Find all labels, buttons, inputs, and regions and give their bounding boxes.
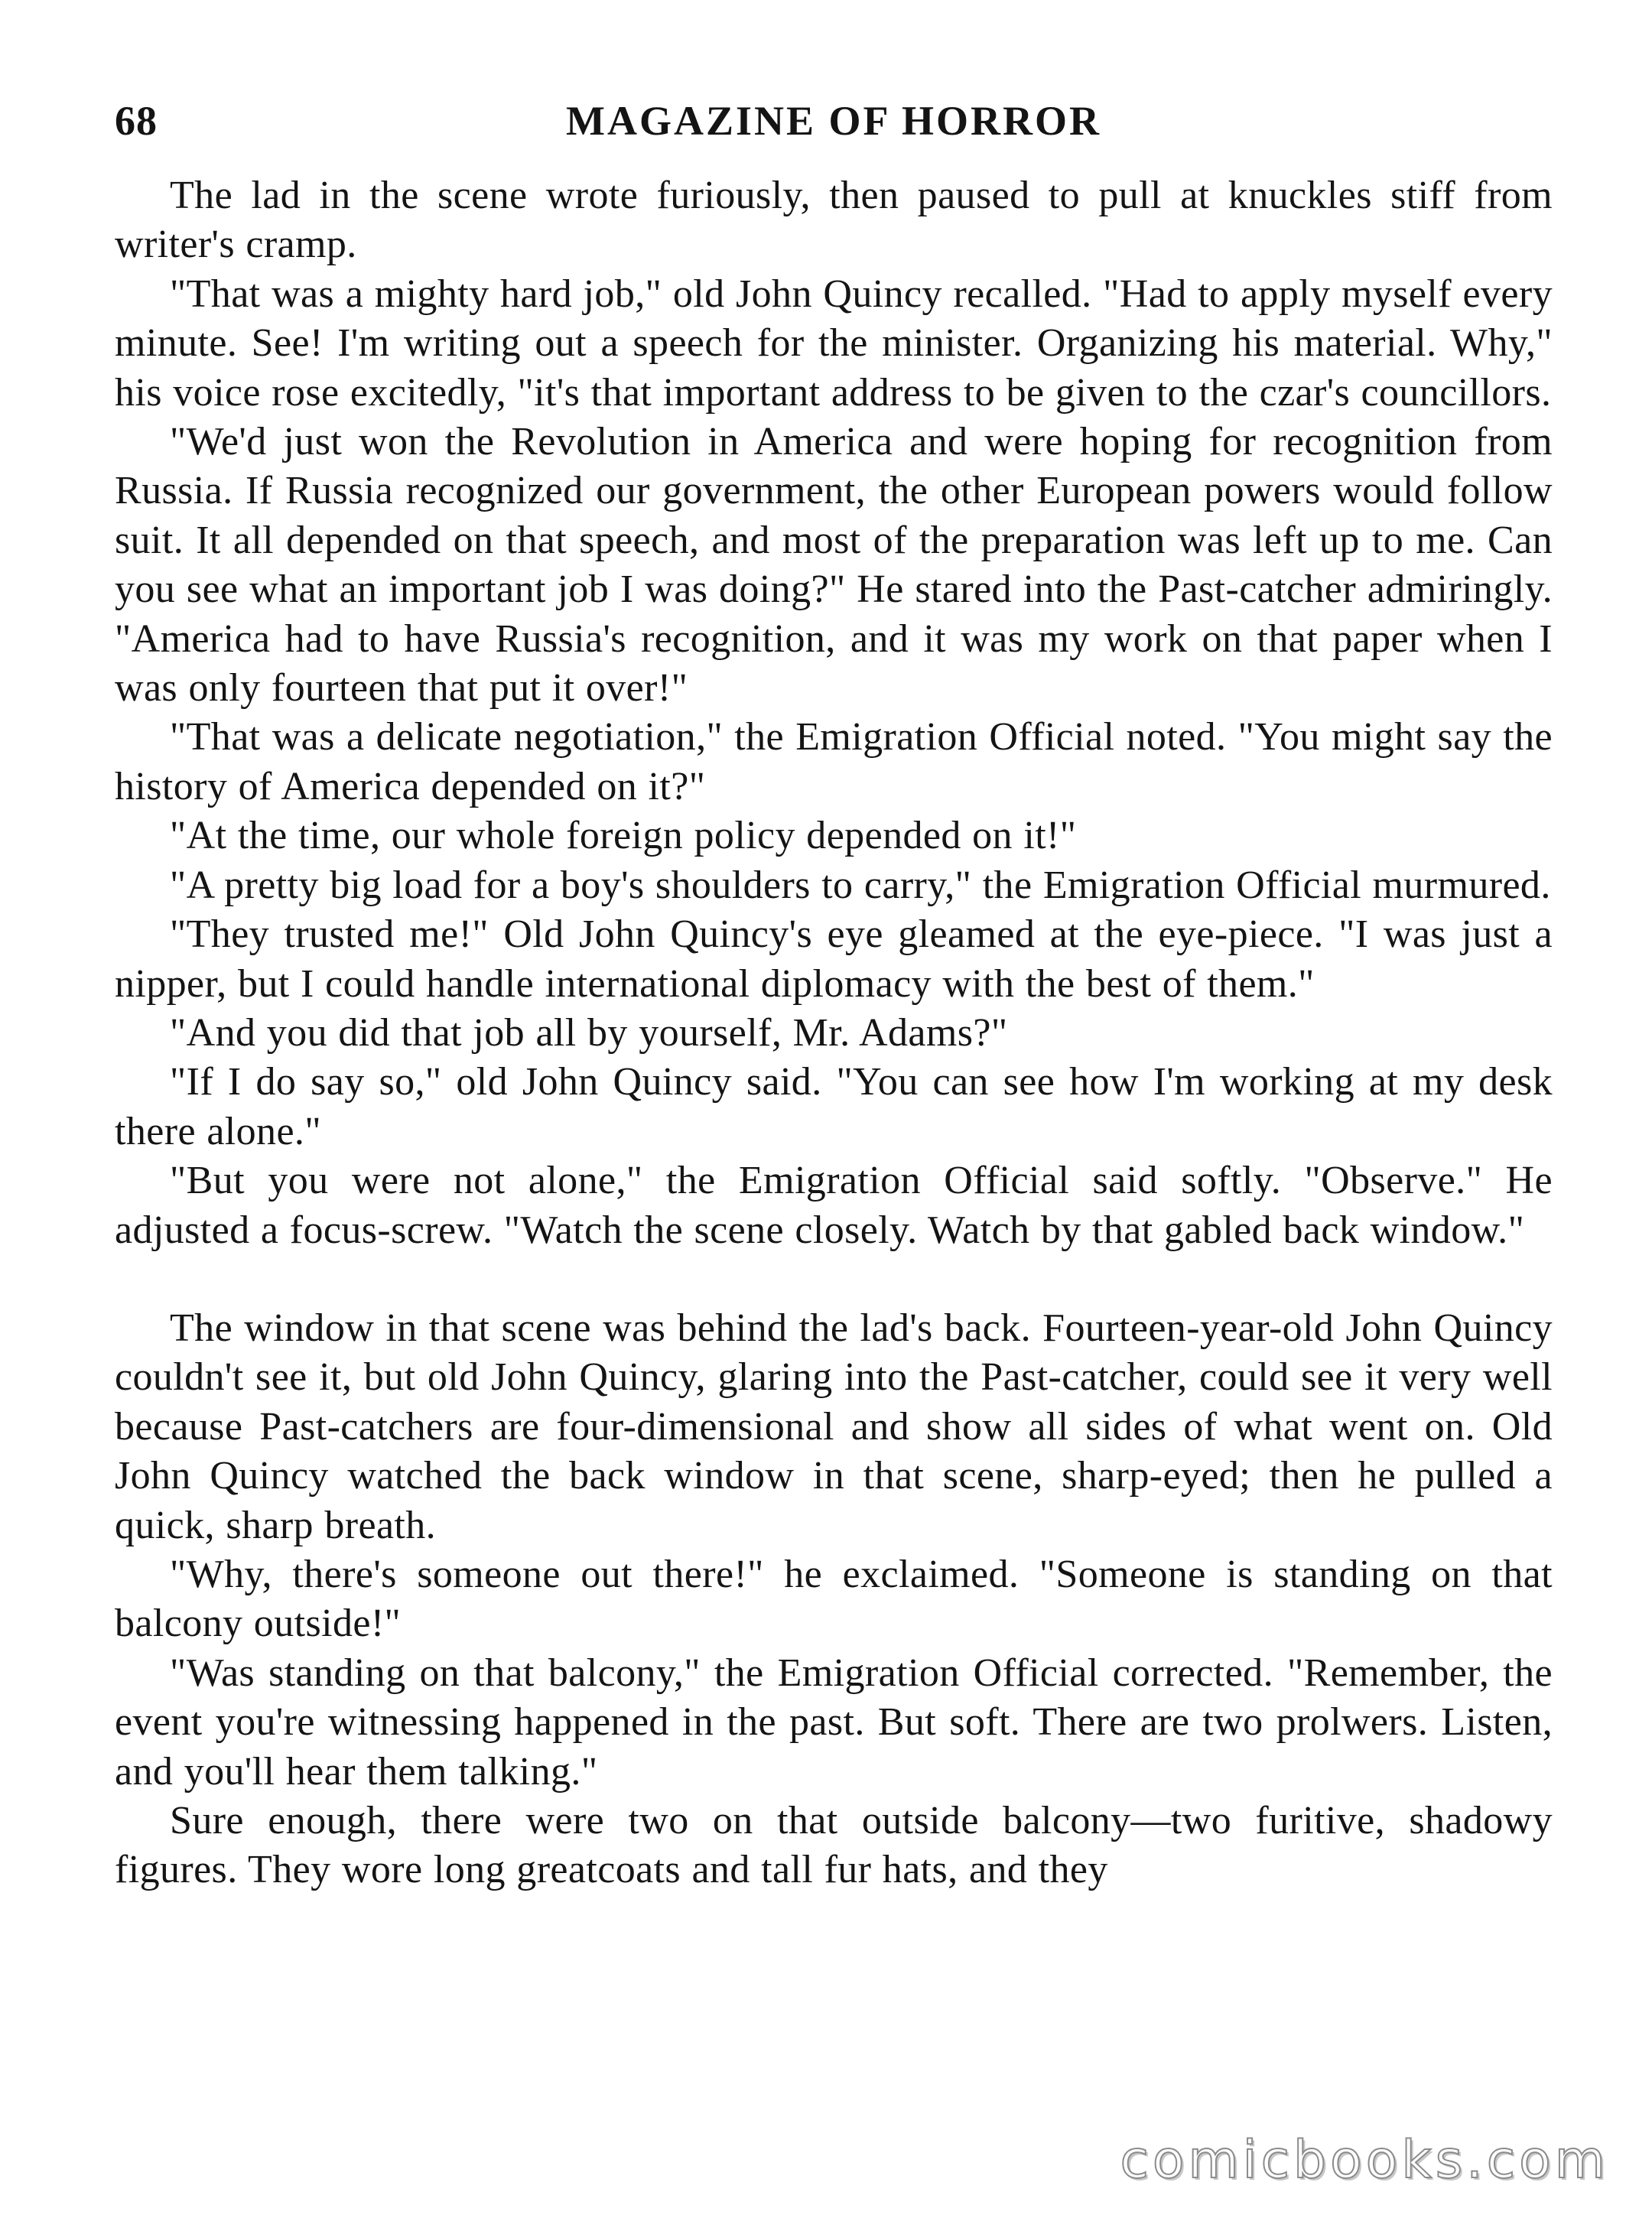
page-body — [115, 171, 1553, 1895]
paragraph: "Was standing on that balcony," the Emigration Official corrected. "Remember, the event you're witnessing happened in the past. But soft. There are two prolwers. Listen, and you'll hear them talking." — [115, 1650, 1553, 1794]
paragraph: "They trusted me!" Old John Quincy's eye gleamed at the eye-piece. "I was just a nipper, but I could handle international diplomacy with the best of them." — [115, 912, 1553, 1006]
paragraph: "But you were not alone," the Emigration Official said softly. "Observe." He adjusted a focus-screw. "Watch the scene closely. Watch by that gabled back window." — [115, 1159, 1553, 1252]
watermark: comicbooks.com — [1120, 2130, 1609, 2190]
page-number: 68 — [115, 98, 158, 144]
paragraph: The window in that scene was behind the lad's back. Fourteen-year-old John Quincy couldn't see it, but old John Quincy, glaring into the Past-catcher, could see it very well because Past-catchers are four-dimensional and show all sides of what went on. Old John Quincy watched the back window in that scene, sharp-eyed; then he pulled a quick, sharp breath. — [115, 1306, 1553, 1547]
paragraph: "We'd just won the Revolution in America and were hoping for recognition from Russia. If Russia recognized our government, the other European powers would follow suit. It all depended on that speech, and most of the preparation was left up to me. Can you see what an important job I was doing?" He stared into the Past-catcher admiringly. "America had to have Russia's recognition, and it was my work on that paper when I was only fourteen that put it over!" — [115, 420, 1553, 711]
section-break — [115, 1255, 1553, 1304]
paragraph: Sure enough, there were two on that outside balcony—two furitive, shadowy figures. They wore long greatcoats and tall fur hats, and they — [115, 1799, 1553, 1892]
running-title: MAGAZINE OF HORROR — [566, 98, 1101, 144]
paragraph: "Why, there's someone out there!" he exclaimed. "Someone is standing on that balcony outside!" — [115, 1552, 1553, 1646]
paragraph: "A pretty big load for a boy's shoulders to carry," the Emigration Official murmured. — [170, 863, 1551, 907]
page-header — [115, 90, 1553, 151]
paragraph: The lad in the scene wrote furiously, then paused to pull at knuckles stiff from writer's cramp. — [115, 174, 1553, 267]
paragraph: "That was a delicate negotiation," the Emigration Official noted. "You might say the history of America depended on it?" — [115, 715, 1553, 808]
paragraph: "And you did that job all by yourself, Mr. Adams?" — [170, 1010, 1008, 1055]
paragraph: "That was a mighty hard job," old John Quincy recalled. "Had to apply myself every minute. See! I'm writing out a speech for the minister. Organizing his material. Why," his voice rose excitedly, "it's that important address to be given to the czar's councillors. — [115, 272, 1553, 415]
paragraph: "At the time, our whole foreign policy depended on it!" — [170, 814, 1077, 858]
paragraph: "If I do say so," old John Quincy said. "You can see how I'm working at my desk there alone." — [115, 1060, 1553, 1153]
